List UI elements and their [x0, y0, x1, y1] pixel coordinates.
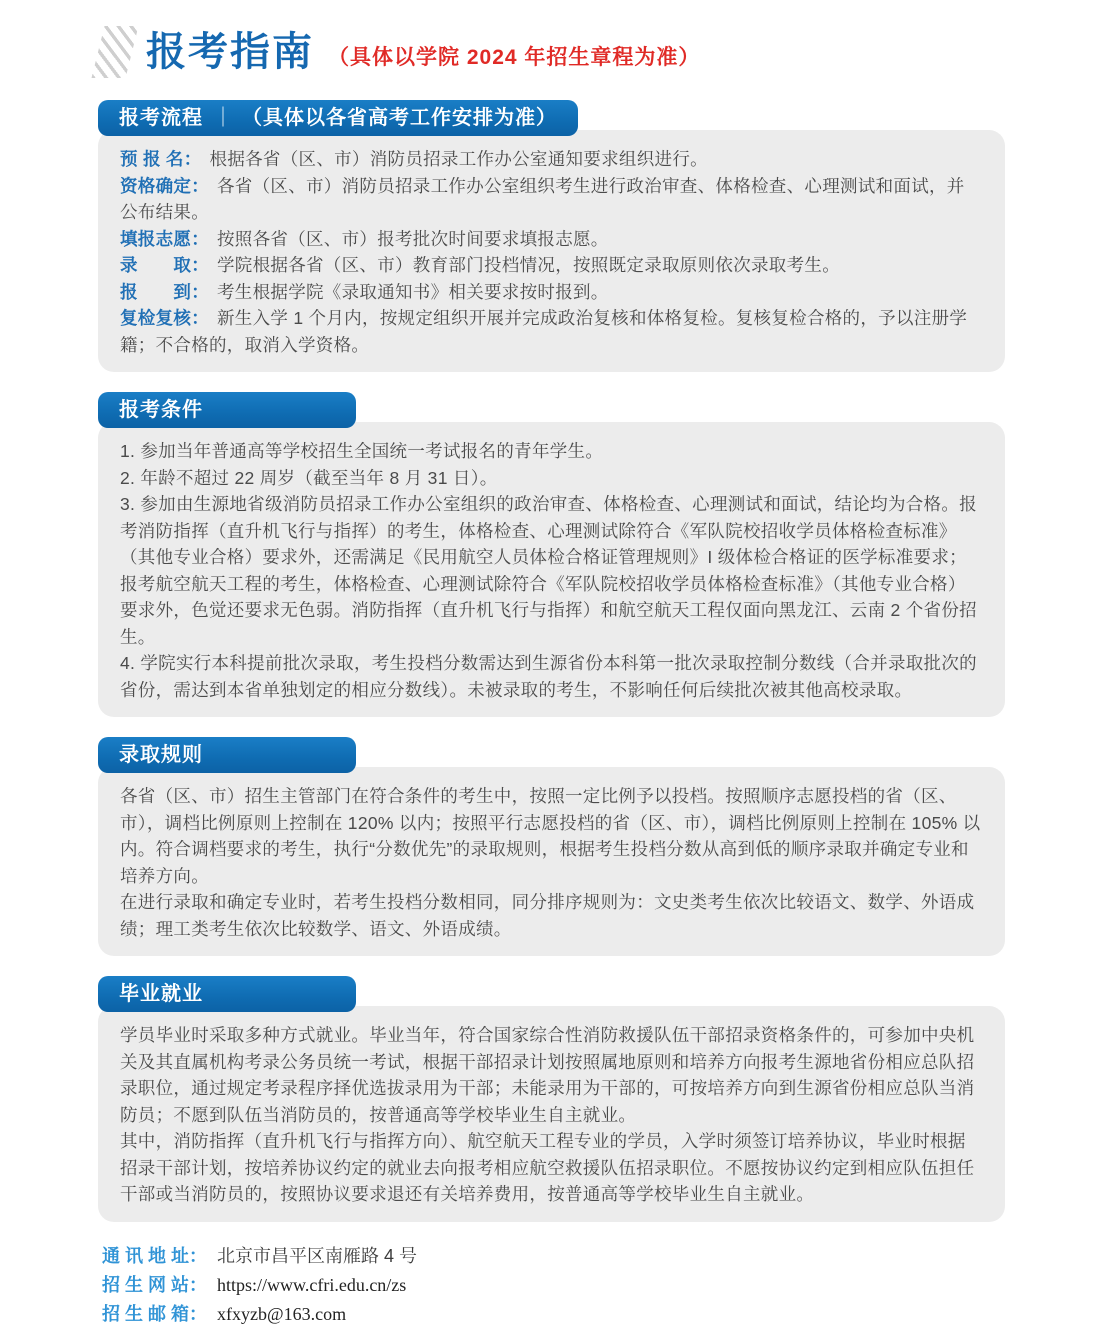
section-box-graduation-employment — [98, 1006, 1005, 1222]
employment-paragraph: 其中，消防指挥（直升机飞行与指挥方向）、航空航天工程专业的学员，入学时须签订培养协议，毕业时根据招录干部计划，按培养协议约定的就业去向报考相应航空救援队伍招录职位。不愿按协议约定到相应队伍担任干部或当消防员的，按照协议要求退还有关培养费用，按普通高等学校毕业生自主就业。 — [120, 1131, 975, 1204]
entry-label: 预 报 名： — [120, 149, 202, 169]
process-entry — [120, 279, 981, 306]
employment-paragraph: 学员毕业时采取多种方式就业。毕业当年，符合国家综合性消防救援队伍干部招录资格条件的，可参加中央机关及其直属机构考录公务员统一考试，根据干部招录计划按照属地原则和培养方向报考生源地省份相应总队招录职位，通过规定考录程序择优选拔录用为干部；未能录用为干部的，可按培养方向到生源省份相应总队当消防员；不愿到队伍当消防员的，按普通高等学校毕业生自主就业。 — [120, 1025, 975, 1125]
section-box-application-process — [98, 130, 1005, 372]
contact-address-label: 通 讯 地 址： — [102, 1245, 208, 1266]
contact-email-row — [102, 1300, 1005, 1329]
diagonal-stripes-icon — [92, 26, 139, 78]
entry-text: 考生根据学院《录取通知书》相关要求按时报到。 — [217, 281, 609, 302]
condition-item: 1. 参加当年普通高等学校招生全国统一考试报名的青年学生。 — [120, 441, 604, 461]
tab-title: 毕业就业 — [119, 983, 203, 1005]
tab-note: （具体以各省高考工作安排为准） — [242, 107, 557, 129]
rule-paragraph: 各省（区、市）招生主管部门在符合条件的考生中，按照一定比例予以投档。按照顺序志愿投档的省（区、市），调档比例原则上控制在 120% 以内；按照平行志愿投档的省（区、市），调档比例原则上控制在 105% 以内。符合调档要求的考生，执行“分数优先”的录取规则，根据考生投档分数从高到低的顺序录取并确定专业和培养方向。 — [120, 786, 981, 886]
contact-email-value: xfxyzb@163.com — [217, 1303, 347, 1324]
section-tab-admission-rules — [98, 737, 356, 773]
entry-text: 新生入学 1 个月内，按规定组织开展并完成政治复核和体格复检。复核复检合格的，予以注册学籍；不合格的，取消入学资格。 — [120, 308, 968, 355]
page-header — [98, 22, 1005, 82]
page-title-note: （具体以学院 2024 年招生章程为准） — [328, 46, 701, 69]
process-entry — [120, 173, 981, 226]
tab-title: 报考流程 — [119, 107, 203, 129]
page-title: 报考指南 — [146, 30, 314, 74]
section-tab-application-conditions — [98, 392, 356, 428]
entry-text: 各省（区、市）消防员招录工作办公室组织考生进行政治审查、体格检查、心理测试和面试，并公布结果。 — [120, 175, 965, 222]
condition-item: 2. 年龄不超过 22 周岁（截至当年 8 月 31 日）。 — [120, 467, 498, 488]
contact-website-label: 招 生 网 站： — [102, 1274, 208, 1295]
rule-paragraph: 在进行录取和确定专业时，若考生投档分数相同，同分排序规则为：文史类考生依次比较语文、数学、外语成绩；理工类考生依次比较数学、语文、外语成绩。 — [120, 892, 975, 939]
entry-label: 资格确定： — [120, 175, 209, 196]
entry-text: 按照各省（区、市）报考批次时间要求填报志愿。 — [217, 228, 609, 249]
contact-website-value: https://www.cfri.edu.cn/zs — [217, 1274, 407, 1295]
process-entry — [120, 252, 981, 279]
section-graduation-employment — [98, 976, 1005, 1222]
tab-title: 录取规则 — [119, 744, 203, 766]
contact-address-value: 北京市昌平区南雁路 4 号 — [217, 1245, 418, 1266]
contact-footer — [98, 1242, 1005, 1329]
condition-item: 3. 参加由生源地省级消防员招录工作办公室组织的政治审查、体格检查、心理测试和面试，结论均为合格。报考消防指挥（直升机飞行与指挥）的考生，体格检查、心理测试除符合《军队院校招收学员体格检查标准》（其他专业合格）要求外，还需满足《民用航空人员体检合格证管理规则》I 级体检合格证的医学标准要求；报考航空航天工程的考生，体格检查、心理测试除符合《军队院校招收学员体格检查标准》（其他专业合格）要求外，色觉还要求无色弱。消防指挥（直升机飞行与指挥）和航空航天工程仅面向黑龙江、云南 2 个省份招生。 — [120, 494, 977, 647]
section-box-admission-rules — [98, 767, 1005, 956]
section-application-conditions — [98, 392, 1005, 717]
contact-website-row — [102, 1271, 1005, 1300]
contact-email-label: 招 生 邮 箱： — [102, 1303, 208, 1324]
entry-label: 录 取： — [120, 255, 209, 275]
section-application-process — [98, 100, 1005, 372]
section-box-application-conditions — [98, 422, 1005, 717]
process-entry — [120, 305, 981, 358]
entry-label: 报 到： — [120, 281, 209, 302]
entry-label: 填报志愿： — [120, 228, 209, 249]
contact-address-row — [102, 1242, 1005, 1271]
process-entry — [120, 146, 981, 173]
entry-text: 学院根据各省（区、市）教育部门投档情况，按照既定录取原则依次录取考生。 — [217, 255, 840, 275]
entry-label: 复检复核： — [120, 308, 209, 328]
tab-title: 报考条件 — [119, 399, 203, 421]
entry-text: 根据各省（区、市）消防员招录工作办公室通知要求组织进行。 — [209, 149, 708, 169]
tab-divider: ｜ — [213, 107, 234, 129]
condition-item: 4. 学院实行本科提前批次录取，考生投档分数需达到生源省份本科第一批次录取控制分数线（合并录取批次的省份，需达到本省单独划定的相应分数线）。未被录取的考生，不影响任何后续批次被其他高校录取。 — [120, 653, 977, 700]
section-admission-rules — [98, 737, 1005, 956]
section-tab-graduation-employment — [98, 976, 356, 1012]
process-entry — [120, 226, 981, 253]
section-tab-application-process — [98, 100, 578, 136]
